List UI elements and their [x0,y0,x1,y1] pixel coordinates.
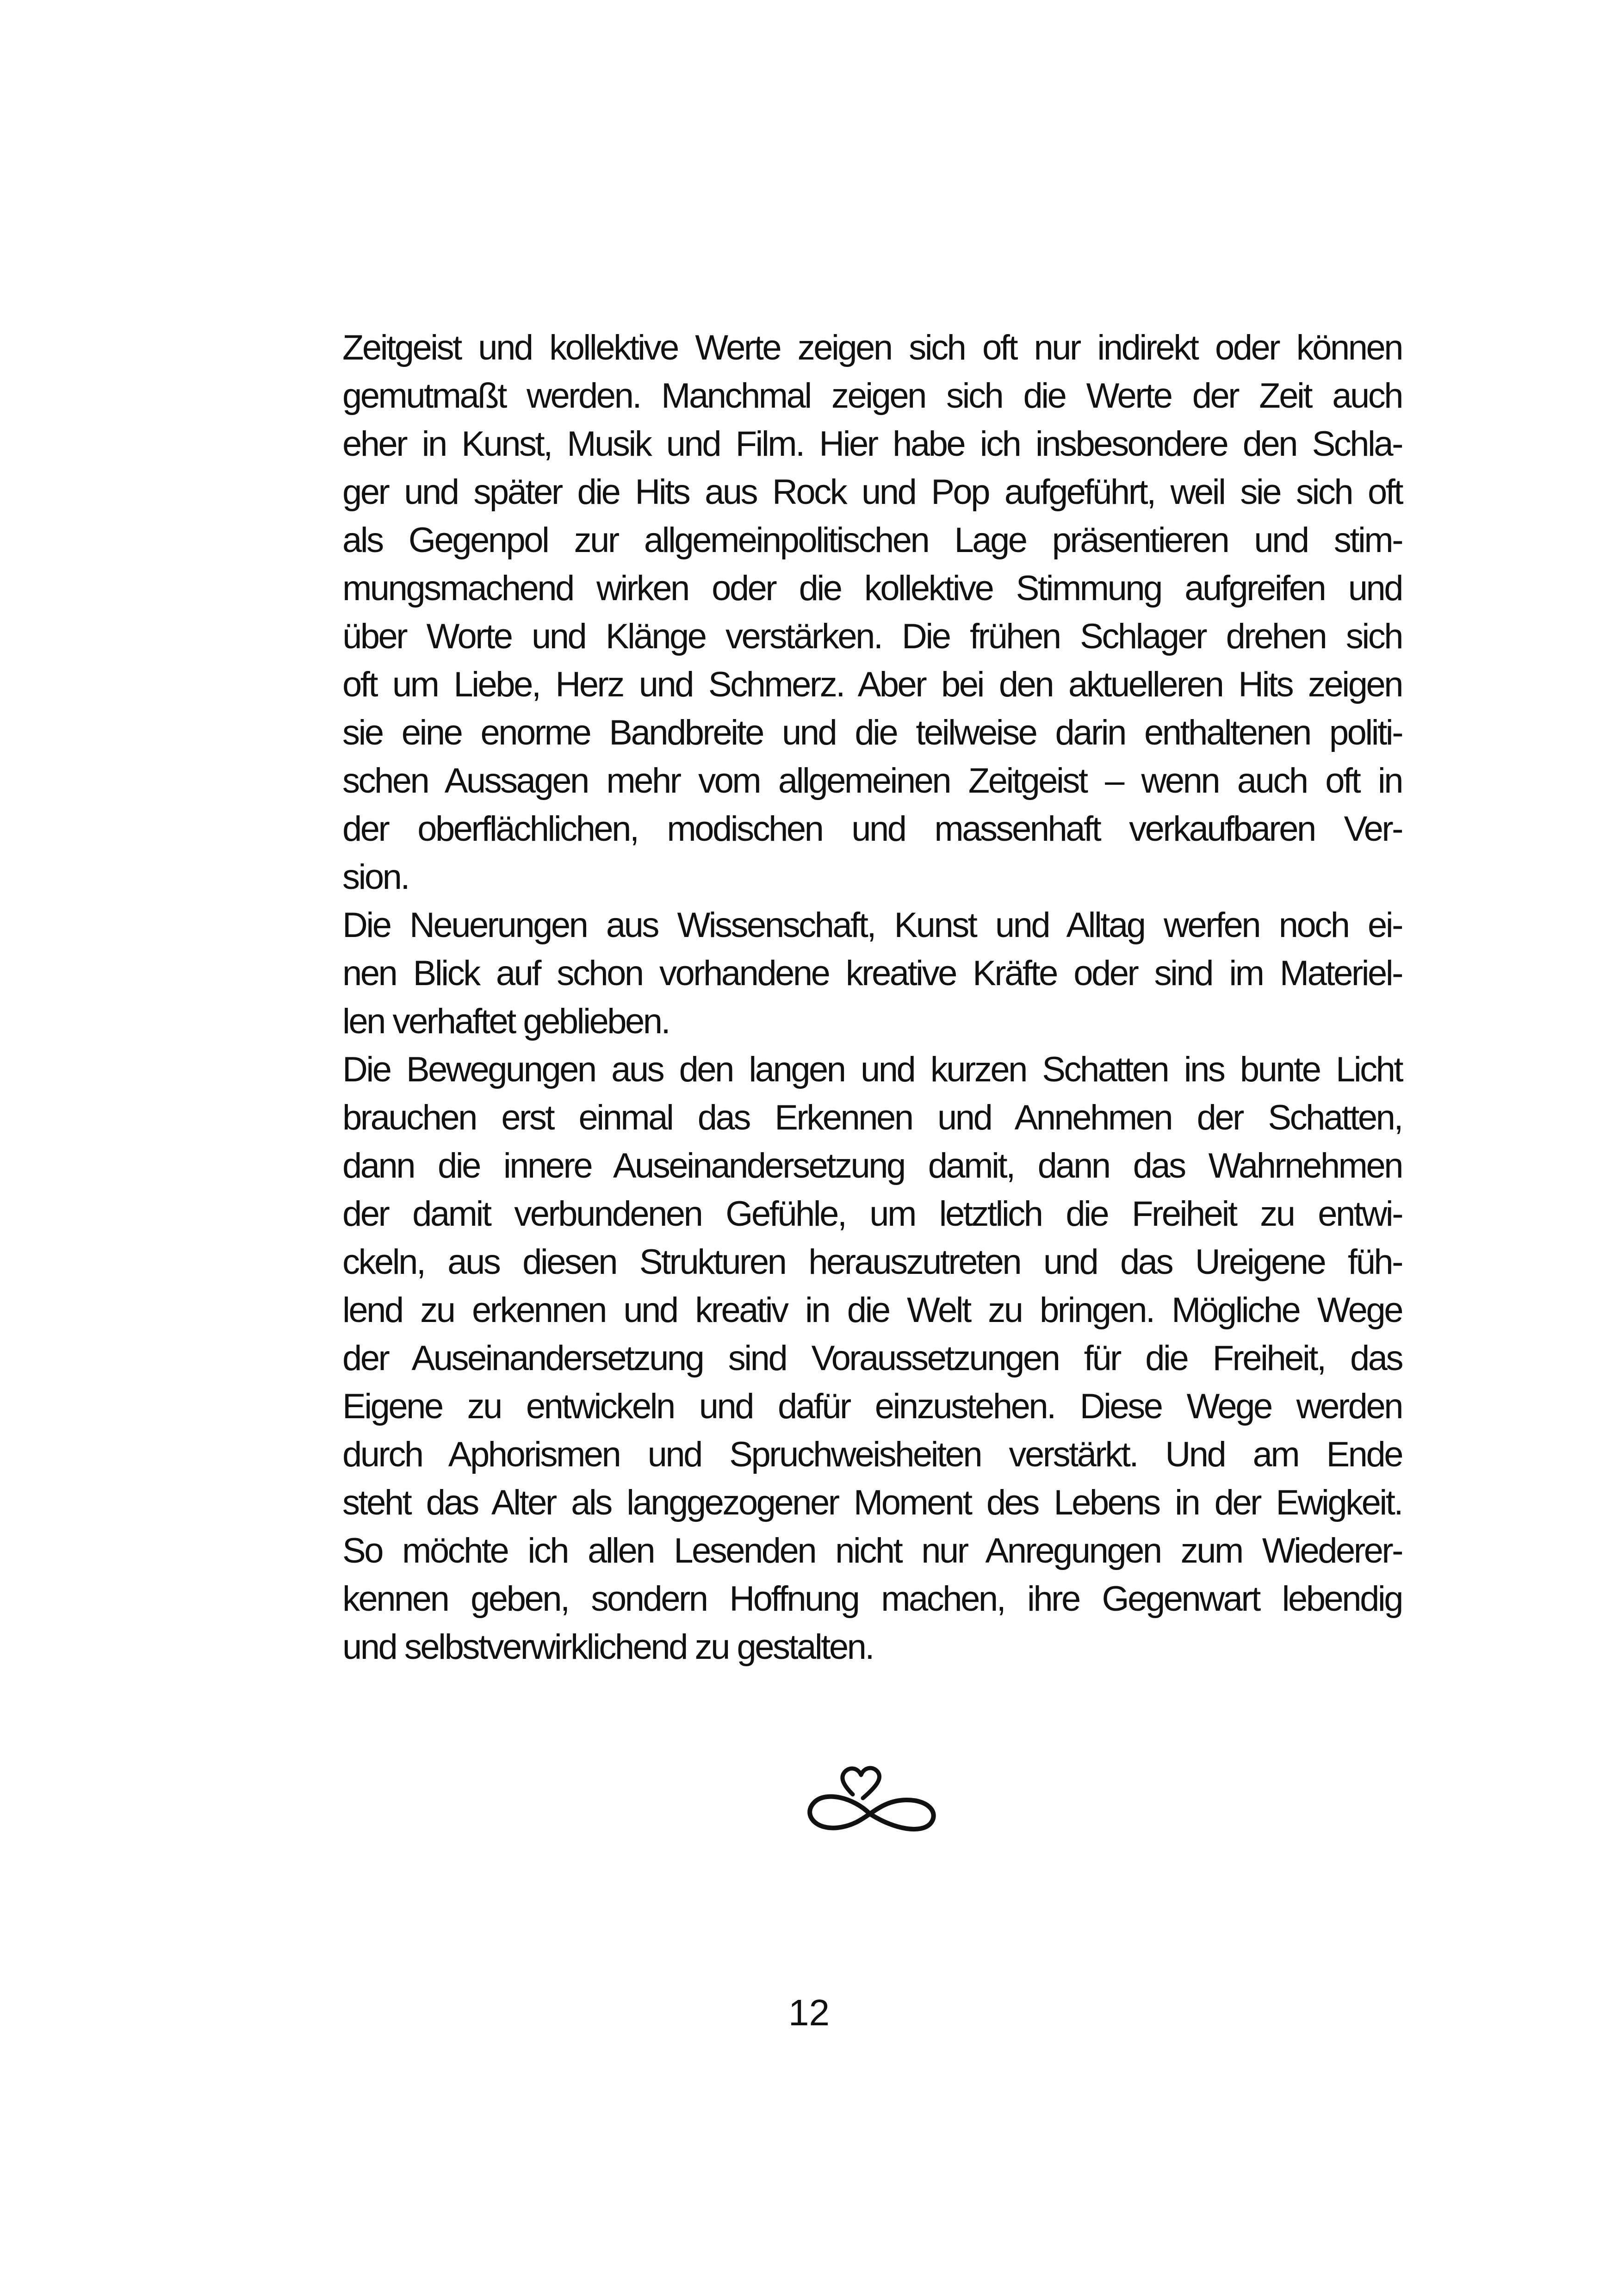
page-number: 12 [788,1992,830,2033]
text-line: der damit verbundenen Gefühle, um letztlich die Freiheit zu entwi- [342,1194,1402,1234]
heart-infinity-ornament-icon [794,1754,946,1846]
text-line: oft um Liebe, Herz und Schmerz. Aber bei den aktuelleren Hits zeigen [342,665,1402,704]
text-line: der oberflächlichen, modischen und massenhaft verkaufbaren Ver- [342,809,1402,849]
paragraph-4 [342,1527,1402,1671]
text-line: ckeln, aus diesen Strukturen herauszutreten und das Ureigene füh- [342,1242,1402,1282]
text-line: schen Aussagen mehr vom allgemeinen Zeitgeist – wenn auch oft in [342,761,1402,800]
text-line: len verhaftet geblieben. [342,1002,670,1041]
text-line: gemutmaßt werden. Manchmal zeigen sich die Werte der Zeit auch [342,376,1402,416]
text-line: nen Blick auf schon vorhandene kreative Kräfte oder sind im Materiel- [342,954,1402,993]
text-line: mungsmachend wirken oder die kollektive Stimmung aufgreifen und [342,569,1402,608]
text-line: sie eine enorme Bandbreite und die teilweise darin enthaltenen politi- [342,713,1402,752]
text-line: sion. [342,857,409,897]
paragraph-1 [342,324,1402,901]
text-line: der Auseinandersetzung sind Voraussetzungen für die Freiheit, das [342,1339,1402,1378]
text-line: lend zu erkennen und kreativ in die Welt zu bringen. Mögliche Wege [342,1291,1402,1330]
text-line: kennen geben, sondern Hoffnung machen, ihre Gegenwart lebendig [342,1579,1402,1619]
text-line: und selbstverwirklichend zu gestalten. [342,1627,874,1667]
paragraph-2 [342,901,1402,1046]
text-line: Die Bewegungen aus den langen und kurzen Schatten ins bunte Licht [342,1050,1402,1089]
body-text [342,324,1402,1671]
text-line: Zeitgeist und kollektive Werte zeigen sich oft nur indirekt oder können [342,328,1402,367]
text-line: brauchen erst einmal das Erkennen und Annehmen der Schatten, [342,1098,1402,1137]
text-line: als Gegenpol zur allgemeinpolitischen Lage präsentieren und stim- [342,521,1402,560]
text-line: durch Aphorismen und Spruchweisheiten verstärkt. Und am Ende [342,1435,1402,1474]
text-line: steht das Alter als langgezogener Moment des Lebens in der Ewigkeit. [342,1483,1402,1522]
text-line: dann die innere Auseinandersetzung damit, dann das Wahrnehmen [342,1146,1402,1185]
text-line: Die Neuerungen aus Wissenschaft, Kunst und Alltag werfen noch ei- [342,906,1402,945]
paragraph-3 [342,1046,1402,1527]
text-line: Eigene zu entwickeln und dafür einzustehen. Diese Wege werden [342,1387,1402,1426]
text-line: ger und später die Hits aus Rock und Pop aufgeführt, weil sie sich oft [342,472,1402,512]
text-line: eher in Kunst, Musik und Film. Hier habe ich insbesondere den Schla- [342,424,1402,464]
text-line: über Worte und Klänge verstärken. Die frühen Schlager drehen sich [342,617,1402,656]
text-line: So möchte ich allen Lesenden nicht nur Anregungen zum Wiederer- [342,1531,1402,1570]
